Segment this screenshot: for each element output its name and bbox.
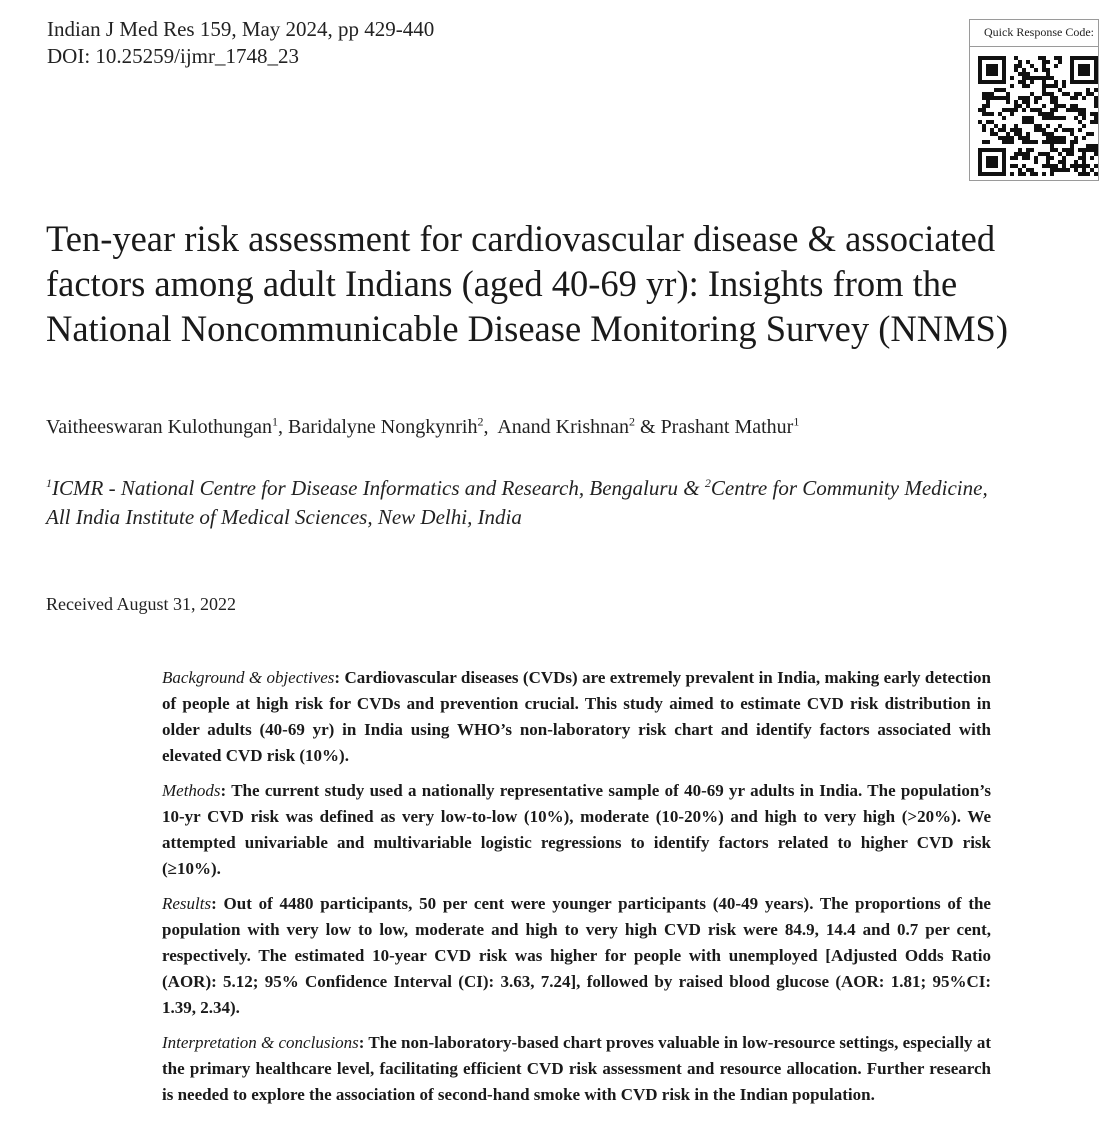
affiliation-line-2: All India Institute of Medical Sciences, New Delhi, India [46,505,522,529]
affiliation-marker: 2 [629,414,635,429]
abstract-methods: Methods: The current study used a nationally representative sample of 40-69 yr adults in India. The population’s 10-yr CVD risk was defined as very low-to-low (10%), moderate (10-20%) and high to very high (>20%). We attempted univariable and multivariable logistic regressions to identify factors related to higher CVD risk (≥10%). [162,781,991,878]
section-text: The current study used a nationally representative sample of 40-69 yr adults in India. The population’s 10-yr CVD risk was defined as very low-to-low (10%), moderate (10-20%) and high to very high (>20%). We attempted univariable and multivariable logistic regressions to identify factors related to higher CVD risk (≥10%). [162,781,991,878]
author-separator: , [278,416,289,438]
affiliation-line-1 [46,474,1086,503]
author-separator: & [635,416,661,438]
section-text: Cardiovascular diseases (CVDs) are extremely prevalent in India, making early detection of people at high risk for CVDs and prevention crucial. This study aimed to estimate CVD risk distribution in older adults (40-69 yr) in India using WHO’s non-laboratory risk chart and identify factors associated with elevated CVD risk (10%). [162,668,991,765]
section-text: Out of 4480 participants, 50 per cent were younger participants (40-49 years). The proportions of the population with very low to low, moderate and high to very high CVD risk were 84.9, 14.4 and 0.7 per cent, respectively. The estimated 10-year CVD risk was higher for people with unemployed [Adjusted Odds Ratio (AOR): 5.12; 95% Confidence Interval (CI): 3.63, 7.24], followed by raised blood glucose (AOR: 1.81; 95%CI: 1.39, 2.34). [162,894,991,1017]
qr-divider [970,46,1098,47]
article-title: Ten-year risk assessment for cardiovascular disease & associated factors among adult Indians (aged 40-69 yr): Insights from the National Noncommunicable Disease Monitoring Survey (NNMS) [46,218,1009,349]
author [661,416,800,438]
section-text: The non-laboratory-based chart proves valuable in low-resource settings, especially at the primary healthcare level, facilitating efficient CVD risk assessment and resource allocation. Further research is needed to explore the association of second-hand smoke with CVD risk in the Indian population. [162,1033,991,1104]
citation: Indian J Med Res 159, May 2024, pp 429-440 [47,17,435,41]
author [288,416,497,438]
affiliation-marker: 2 [704,476,711,490]
qr-code-box [969,19,1099,181]
affiliation-text: ICMR - National Centre for Disease Informatics and Research, Bengaluru & [52,476,705,500]
abstract-conclusions: Interpretation & conclusions: The non-laboratory-based chart proves valuable in low-resource settings, especially at the primary healthcare level, facilitating efficient CVD risk assessment and resource allocation. Further research is needed to explore the association of second-hand smoke with CVD risk in the Indian population. [162,1033,991,1104]
author-name: Baridalyne Nongkynrih [288,416,478,438]
affiliation-marker: 2 [477,414,484,429]
qr-code-icon[interactable] [978,56,1108,176]
doi: DOI: 10.25259/ijmr_1748_23 [47,44,299,68]
section-heading: Background & objectives [162,668,335,687]
affiliation-marker: 1 [793,414,800,429]
section-heading: Interpretation & conclusions [162,1033,359,1052]
affiliation-text: Centre for Community Medicine, [710,476,988,500]
received-date: Received August 31, 2022 [46,594,236,614]
author-list [46,413,799,441]
affiliations [46,474,1086,532]
author-name: Prashant Mathur [660,416,794,438]
abstract-results: Results: Out of 4480 participants, 50 per cent were younger participants (40-49 years). The proportions of the population with very low to low, moderate and high to very high CVD risk were 84.9, 14.4 and 0.7 per cent, respectively. The estimated 10-year CVD risk was higher for people with unemployed [Adjusted Odds Ratio (AOR): 5.12; 95% Confidence Interval (CI): 3.63, 7.24], followed by raised blood glucose (AOR: 1.81; 95%CI: 1.39, 2.34). [162,894,991,1017]
abstract [162,665,991,1117]
section-heading: Results [162,894,212,913]
author [497,416,660,438]
journal-header [47,16,434,70]
affiliation-marker: 1 [272,414,279,429]
section-heading: Methods [162,781,221,800]
author [46,416,288,438]
qr-label: Quick Response Code: [984,25,1094,39]
author-name: Vaitheeswaran Kulothungan [46,416,273,438]
author-name: Anand Krishnan [497,416,629,438]
author-separator: , [483,416,498,438]
affiliation-marker: 1 [46,476,52,490]
abstract-background: Background & objectives: Cardiovascular diseases (CVDs) are extremely prevalent in India, making early detection of people at high risk for CVDs and prevention crucial. This study aimed to estimate CVD risk distribution in older adults (40-69 yr) in India using WHO’s non-laboratory risk chart and identify factors associated with elevated CVD risk (10%). [162,668,991,765]
